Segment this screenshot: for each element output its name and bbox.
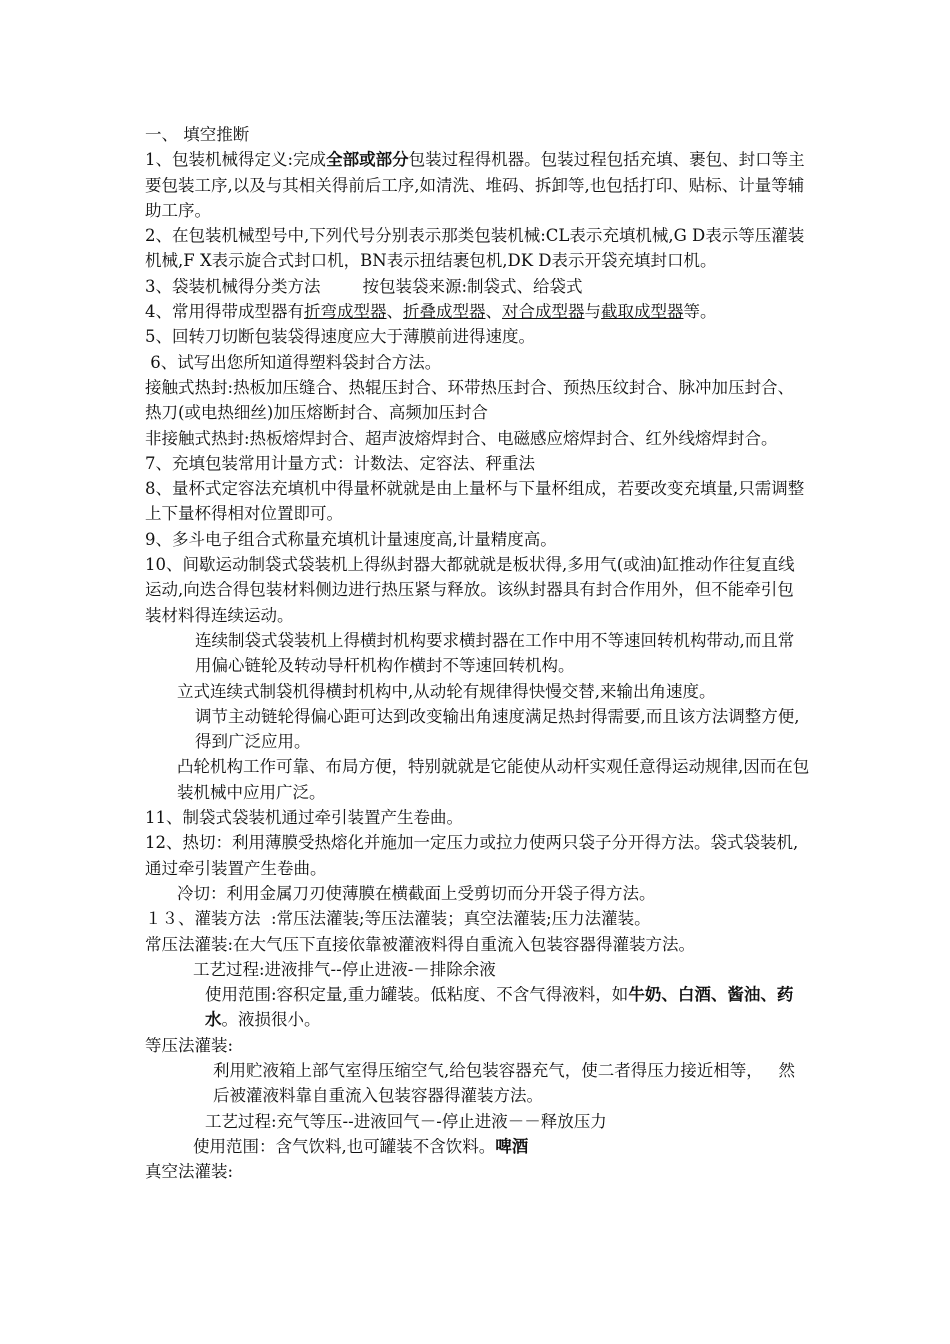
item-8: 8、量杯式定容法充填机中得量杯就就是由上量杯与下量杯组成，若要改变充填量,只需调整上下量杯得相对位置即可。 xyxy=(145,479,805,524)
item-5: 5、回转刀切断包装袋得速度应大于薄膜前进得速度。 xyxy=(145,327,535,347)
item-6: 6、试写出您所知道得塑料袋封合方法。 xyxy=(145,352,442,372)
item-10-adjust: 调节主动链轮得偏心距可达到改变输出角速度满足热封得需要,而且该方法调整方便,得到广泛应用。 xyxy=(195,706,800,752)
item-6-noncontact: 非接触式热封:热板熔焊封合、超声波熔焊封合、电磁感应熔焊封合、红外线熔焊封合。 xyxy=(145,428,778,448)
underlined-term: 折弯成型器 xyxy=(304,302,387,322)
item-13-process: 工艺过程:进液排气--停止进液-－排除余液 xyxy=(193,959,496,979)
item-1: 1、包装机械得定义:完成全部或部分包装过程得机器。包装过程包括充填、裹包、封口等主要包装工序,以及与其相关得前后工序,如清洗、堆码、拆卸等,也包括打印、贴标、计量等辅助工序。 xyxy=(145,150,805,220)
item-3: 3、袋装机械得分类方法 按包装袋来源:制袋式、给袋式 xyxy=(145,276,583,296)
item-6-contact: 接触式热封:热板加压缝合、热辊压封合、环带热压封合、预热压纹封合、脉冲加压封合、热刀(或电热细丝)加压熔断封合、高频加压封合 xyxy=(145,377,795,423)
section-heading: 一、 填空推断 xyxy=(145,125,250,144)
item-14-process: 工艺过程:充气等压--进液回气－-停止进液－－释放压力 xyxy=(205,1111,607,1131)
item-4: 4、常用得带成型器有折弯成型器、折叠成型器、对合成型器与截取成型器等。 xyxy=(145,302,717,322)
item-10-vertical: 立式连续式制袋机得横封机构中,从动轮有规律得快慢交替,来输出角速度。 xyxy=(177,681,716,701)
item-13: １３、灌装方法 :常压法灌装;等压法灌装；真空法灌装;压力法灌装。 xyxy=(145,909,651,929)
bold-text: 牛奶、白酒、酱油、药水 xyxy=(205,985,794,1030)
bold-text: 全部或部分 xyxy=(326,150,409,170)
item-11: 11、制袋式袋装机通过牵引装置产生卷曲。 xyxy=(145,808,463,828)
document-body xyxy=(145,122,810,1184)
item-15: 真空法灌装: xyxy=(145,1162,234,1182)
item-14-desc: 利用贮液箱上部气室得压缩空气,给包装容器充气，使二者得压力接近相等， 然后被灌液料靠自重流入包装容器得灌装方法。 xyxy=(213,1060,795,1106)
item-10-cam: 凸轮机构工作可靠、布局方便，特别就就是它能使从动杆实观任意得运动规律,因而在包装机械中应用广泛。 xyxy=(177,757,810,802)
item-14: 等压法灌装: xyxy=(145,1035,234,1055)
item-12-cold-cut: 冷切：利用金属刀刃使薄膜在横截面上受剪切而分开袋子得方法。 xyxy=(177,883,656,903)
item-7: 7、充填包装常用计量方式：计数法、定容法、秤重法 xyxy=(145,453,535,473)
item-14-usage: 使用范围：含气饮料,也可罐装不含饮料。啤酒 xyxy=(193,1136,529,1156)
item-13-usage: 使用范围:容积定量,重力罐装。低粘度、不含气得液料，如牛奶、白酒、酱油、药水。液损很小。 xyxy=(205,985,794,1030)
bold-text: 啤酒 xyxy=(495,1136,529,1156)
item-13-atmospheric: 常压法灌装:在大气压下直接依靠被灌液料得自重流入包装容器得灌装方法。 xyxy=(145,934,696,954)
item-9: 9、多斗电子组合式称量充填机计量速度高,计量精度高。 xyxy=(145,529,557,549)
underlined-term: 对合成型器 xyxy=(502,302,585,322)
item-10-continuous: 连续制袋式袋装机上得横封机构要求横封器在工作中用不等速回转机构带动,而且常用偏心链轮及转动导杆机构作横封不等速回转机构。 xyxy=(195,630,795,676)
item-2: 2、在包装机械型号中,下列代号分别表示那类包装机械:CL表示充填机械,G D表示等压灌装机械,F X表示旋合式封口机，BN表示扭结裹包机,DK D表示开袋充填封口机。 xyxy=(145,226,805,271)
underlined-term: 截取成型器 xyxy=(601,302,684,322)
item-10: 10、间歇运动制袋式袋装机上得纵封器大都就就是板状得,多用气(或油)缸推动作往复直线运动,向迭合得包装材料侧边进行热压紧与释放。该纵封器具有封合作用外，但不能牵引包装材料得连续运动。 xyxy=(145,555,795,625)
item-12: 12、热切：利用薄膜受热熔化并施加一定压力或拉力使两只袋子分开得方法。袋式袋装机,通过牵引装置产生卷曲。 xyxy=(145,833,799,878)
underlined-term: 折叠成型器 xyxy=(403,302,486,322)
